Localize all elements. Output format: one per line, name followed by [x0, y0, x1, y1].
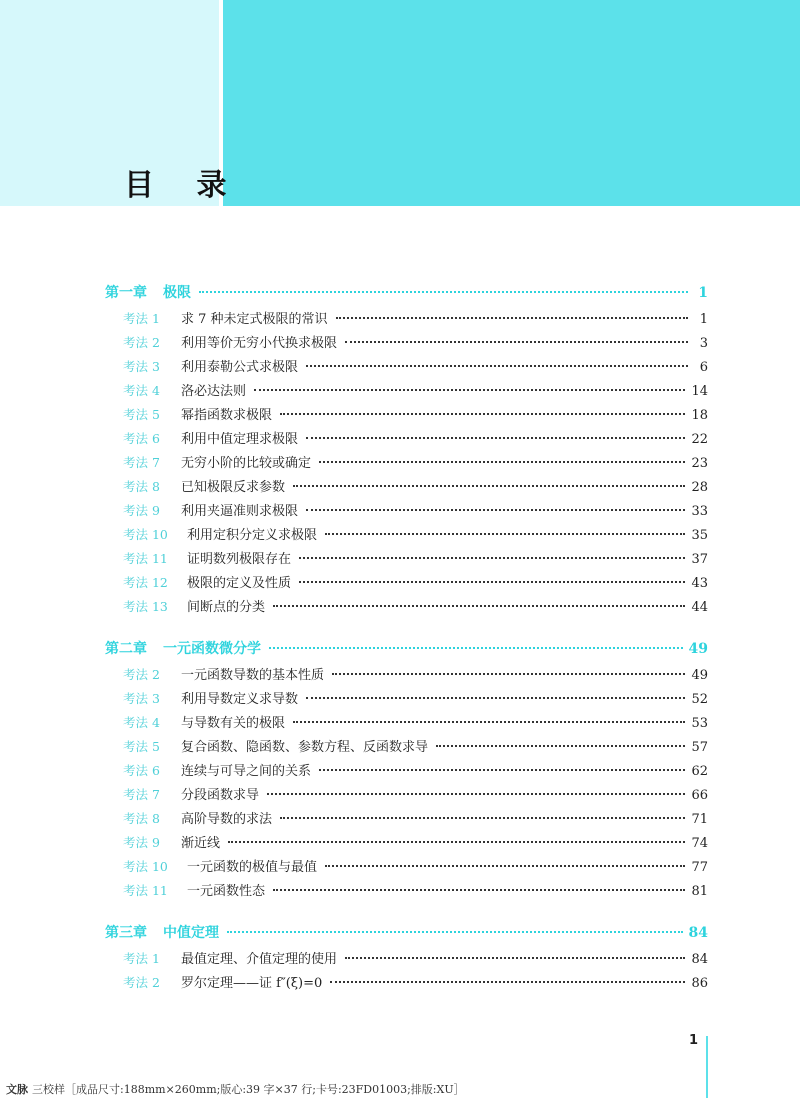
method-label: 考法 4	[123, 383, 160, 398]
page-number: 1	[689, 1033, 699, 1048]
leader-dots	[267, 793, 685, 795]
entry-page: 62	[691, 764, 708, 779]
chapter-page: 1	[698, 285, 708, 301]
method-label: 考法 7	[123, 787, 160, 802]
leader-dots	[306, 365, 688, 367]
method-label: 考法 11	[123, 551, 168, 566]
entry-title: 高阶导数的求法	[181, 812, 273, 827]
entry-title: 利用泰勒公式求极限	[181, 360, 299, 375]
method-label: 考法 1	[123, 951, 160, 966]
chapter-page: 49	[688, 641, 708, 657]
method-label: 考法 6	[123, 431, 160, 446]
leader-dots	[293, 485, 685, 487]
entry-title: 无穷小阶的比较或确定	[181, 456, 312, 471]
entry-page: 77	[691, 860, 708, 875]
entry-title: 罗尔定理——证 f″(ξ)=0	[181, 976, 323, 991]
entry-page: 28	[691, 480, 708, 495]
entry-page: 35	[691, 528, 708, 543]
entry-page: 52	[691, 692, 708, 707]
method-label: 考法 5	[123, 739, 160, 754]
toc-entry[interactable]	[105, 947, 708, 971]
entry-title: 间断点的分类	[187, 600, 266, 615]
entry-page: 74	[691, 836, 708, 851]
method-label: 考法 2	[123, 975, 160, 990]
entry-title: 一元函数性态	[187, 884, 266, 899]
entry-page: 43	[691, 576, 708, 591]
leader-dots	[299, 557, 685, 559]
leader-dots	[345, 957, 685, 959]
entry-page: 33	[691, 504, 708, 519]
leader-dots	[336, 317, 688, 319]
leader-dots	[280, 413, 685, 415]
method-label: 考法 1	[123, 311, 160, 326]
toc-entry[interactable]	[105, 687, 708, 711]
method-label: 考法 10	[123, 859, 168, 874]
entry-page: 23	[691, 456, 708, 471]
toc-entry[interactable]	[105, 831, 708, 855]
entry-page: 57	[691, 740, 708, 755]
entry-title: 洛必达法则	[181, 384, 247, 399]
toc-entry[interactable]	[105, 855, 708, 879]
method-label: 考法 10	[123, 527, 168, 542]
header-banner-cyan	[223, 0, 800, 206]
method-label: 考法 5	[123, 407, 160, 422]
chapter-title: 中值定理	[163, 925, 219, 941]
toc-entry[interactable]	[105, 475, 708, 499]
leader-dots	[254, 389, 685, 391]
toc-entry[interactable]	[105, 307, 708, 331]
leader-dots	[269, 647, 683, 649]
entry-title: 连续与可导之间的关系	[181, 764, 312, 779]
entry-title: 最值定理、介值定理的使用	[181, 952, 338, 967]
entry-page: 18	[691, 408, 708, 423]
entry-page: 86	[691, 976, 708, 991]
leader-dots	[325, 533, 685, 535]
chapter-page: 84	[688, 925, 708, 941]
chapter-label: 第一章	[105, 285, 147, 301]
leader-dots	[319, 461, 685, 463]
margin-rule	[706, 1036, 708, 1098]
toc-entry[interactable]	[105, 711, 708, 735]
toc-entry[interactable]	[105, 783, 708, 807]
entry-page: 14	[691, 384, 708, 399]
method-label: 考法 12	[123, 575, 168, 590]
method-label: 考法 8	[123, 811, 160, 826]
entry-page: 84	[691, 952, 708, 967]
leader-dots	[306, 509, 685, 511]
toc-entry[interactable]	[105, 759, 708, 783]
toc-entry[interactable]	[105, 427, 708, 451]
entry-page: 3	[699, 336, 708, 351]
method-label: 考法 2	[123, 667, 160, 682]
leader-dots	[436, 745, 685, 747]
method-label: 考法 11	[123, 883, 168, 898]
entry-page: 81	[691, 884, 708, 899]
entry-title: 一元函数的极值与最值	[187, 860, 318, 875]
chapter-heading[interactable]	[105, 921, 708, 947]
method-label: 考法 6	[123, 763, 160, 778]
entry-page: 66	[691, 788, 708, 803]
leader-dots	[325, 865, 685, 867]
toc-entry[interactable]	[105, 523, 708, 547]
entry-title: 已知极限反求参数	[181, 480, 286, 495]
leader-dots	[319, 769, 685, 771]
chapter-2	[105, 637, 708, 903]
chapter-heading[interactable]	[105, 281, 708, 307]
print-spec: 三校样［成品尺寸:188mm×260mm;版心:39 字×37 行;卡号:23FD01003;排版:XU］	[32, 1083, 465, 1096]
entry-page: 22	[691, 432, 708, 447]
toc-entry[interactable]	[105, 663, 708, 687]
toc-entry[interactable]	[105, 403, 708, 427]
toc-entry[interactable]	[105, 451, 708, 475]
toc-entry[interactable]	[105, 331, 708, 355]
toc-entry[interactable]	[105, 595, 708, 619]
entry-page: 37	[691, 552, 708, 567]
entry-title: 利用中值定理求极限	[181, 432, 299, 447]
method-label: 考法 9	[123, 835, 160, 850]
entry-page: 53	[691, 716, 708, 731]
entry-title: 利用等价无穷小代换求极限	[181, 336, 338, 351]
toc-entry[interactable]	[105, 807, 708, 831]
entry-page: 71	[691, 812, 708, 827]
leader-dots	[199, 291, 688, 293]
entry-title: 分段函数求导	[181, 788, 260, 803]
leader-dots	[330, 981, 685, 983]
entry-page: 1	[699, 312, 708, 327]
chapter-label: 第二章	[105, 641, 147, 657]
toc-entry[interactable]	[105, 379, 708, 403]
table-of-contents	[105, 281, 708, 1013]
entry-title: 一元函数导数的基本性质	[181, 668, 325, 683]
method-label: 考法 2	[123, 335, 160, 350]
entry-title: 极限的定义及性质	[187, 576, 292, 591]
chapter-label: 第三章	[105, 925, 147, 941]
leader-dots	[306, 437, 685, 439]
toc-entry[interactable]	[105, 355, 708, 379]
entry-title: 证明数列极限存在	[187, 552, 292, 567]
entry-page: 44	[691, 600, 708, 615]
toc-entry[interactable]	[105, 547, 708, 571]
leader-dots	[332, 673, 685, 675]
leader-dots	[228, 841, 685, 843]
toc-entry[interactable]	[105, 499, 708, 523]
method-label: 考法 3	[123, 359, 160, 374]
leader-dots	[227, 931, 683, 933]
leader-dots	[273, 605, 685, 607]
method-label: 考法 9	[123, 503, 160, 518]
entry-title: 与导数有关的极限	[181, 716, 286, 731]
method-label: 考法 3	[123, 691, 160, 706]
method-label: 考法 13	[123, 599, 168, 614]
chapter-title: 一元函数微分学	[163, 641, 261, 657]
leader-dots	[293, 721, 685, 723]
method-label: 考法 4	[123, 715, 160, 730]
entry-title: 利用定积分定义求极限	[187, 528, 318, 543]
entry-title: 渐近线	[181, 836, 221, 851]
toc-entry[interactable]	[105, 879, 708, 903]
toc-entry[interactable]	[105, 571, 708, 595]
print-info-footer	[6, 1081, 465, 1097]
entry-title: 幂指函数求极限	[181, 408, 273, 423]
leader-dots	[273, 889, 685, 891]
leader-dots	[306, 697, 685, 699]
method-label: 考法 7	[123, 455, 160, 470]
toc-entry[interactable]	[105, 735, 708, 759]
chapter-title: 极限	[163, 285, 191, 301]
chapter-1	[105, 281, 708, 619]
entry-title: 复合函数、隐函数、参数方程、反函数求导	[181, 740, 429, 755]
leader-dots	[299, 581, 685, 583]
toc-entry[interactable]	[105, 971, 708, 995]
entry-title: 利用导数定义求导数	[181, 692, 299, 707]
entry-title: 利用夹逼准则求极限	[181, 504, 299, 519]
method-label: 考法 8	[123, 479, 160, 494]
publisher-brand: 文脉	[6, 1083, 28, 1096]
page-title: 目 录	[124, 168, 243, 203]
leader-dots	[280, 817, 685, 819]
leader-dots	[345, 341, 688, 343]
entry-title: 求 7 种未定式极限的常识	[181, 312, 328, 327]
chapter-heading[interactable]	[105, 637, 708, 663]
entry-page: 6	[699, 360, 708, 375]
chapter-3	[105, 921, 708, 995]
entry-page: 49	[691, 668, 708, 683]
